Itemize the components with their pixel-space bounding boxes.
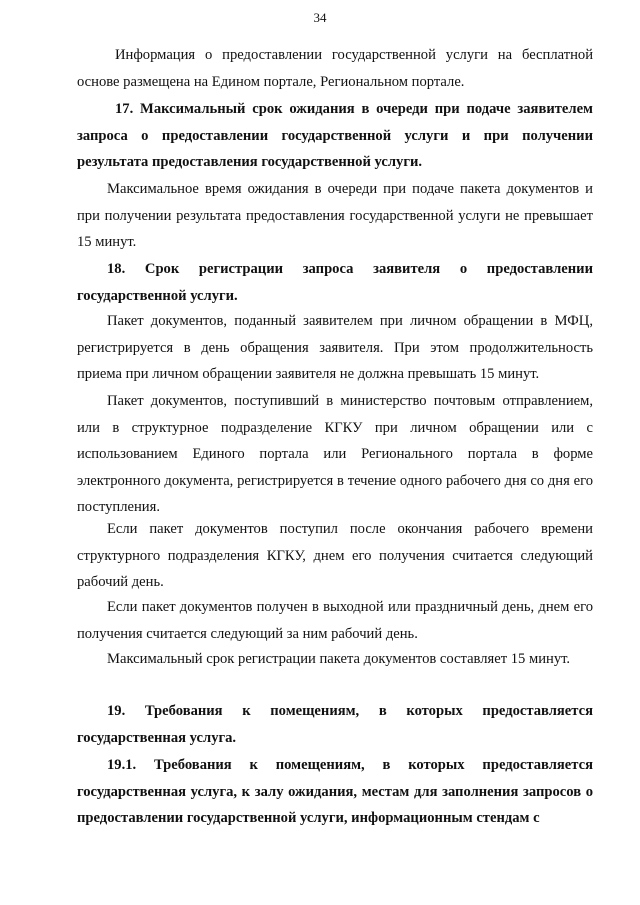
paragraph-info-free: Информация о предоставлении государственной услуги на бесплатной основе размещена на Едином портале, Региональном портале. — [77, 47, 593, 90]
heading-section-19-1: 19.1. Требования к помещениям, в которых предоставляется государственная услуга, к залу ожидания, местам для заполнения запросов о предоставлении государственной услуги, информационным стендам с — [77, 757, 593, 826]
paragraph-after-hours: Если пакет документов поступил после окончания рабочего времени структурного подразделения КГКУ, днем его получения считается следующий рабочий день. — [77, 521, 593, 590]
heading-section-18: 18. Срок регистрации запроса заявителя о предоставлении государственной услуги. — [77, 261, 593, 304]
heading-section-17: 17. Максимальный срок ожидания в очереди при подаче заявителем запроса о предоставлении государственной услуги и при получении результата предоставления государственной услуги. — [77, 101, 593, 170]
paragraph-max-registration: Максимальный срок регистрации пакета документов составляет 15 минут. — [107, 651, 571, 667]
paragraph-holiday: Если пакет документов получен в выходной или праздничный день, днем его получения считается следующий за ним рабочий день. — [77, 599, 593, 642]
paragraph-postal-registration: Пакет документов, поступивший в министерство почтовым отправлением, или в структурное подразделение КГКУ при личном обращении или с использованием Единого портала или Регионального портала в форме электронного документа, регистрируется в течение одного рабочего дня со дня его поступления. — [77, 393, 593, 515]
heading-section-19: 19. Требования к помещениям, в которых предоставляется государственная услуга. — [77, 703, 593, 746]
paragraph-max-wait: Максимальное время ожидания в очереди при подаче пакета документов и при получении результата предоставления государственной услуги не превышает 15 минут. — [77, 181, 593, 250]
paragraph-mfc-registration: Пакет документов, поданный заявителем при личном обращении в МФЦ, регистрируется в день обращения заявителя. При этом продолжительность приема при личном обращении заявителя не должна превышать 15 минут. — [77, 313, 593, 382]
page-number: 34 — [313, 10, 327, 25]
